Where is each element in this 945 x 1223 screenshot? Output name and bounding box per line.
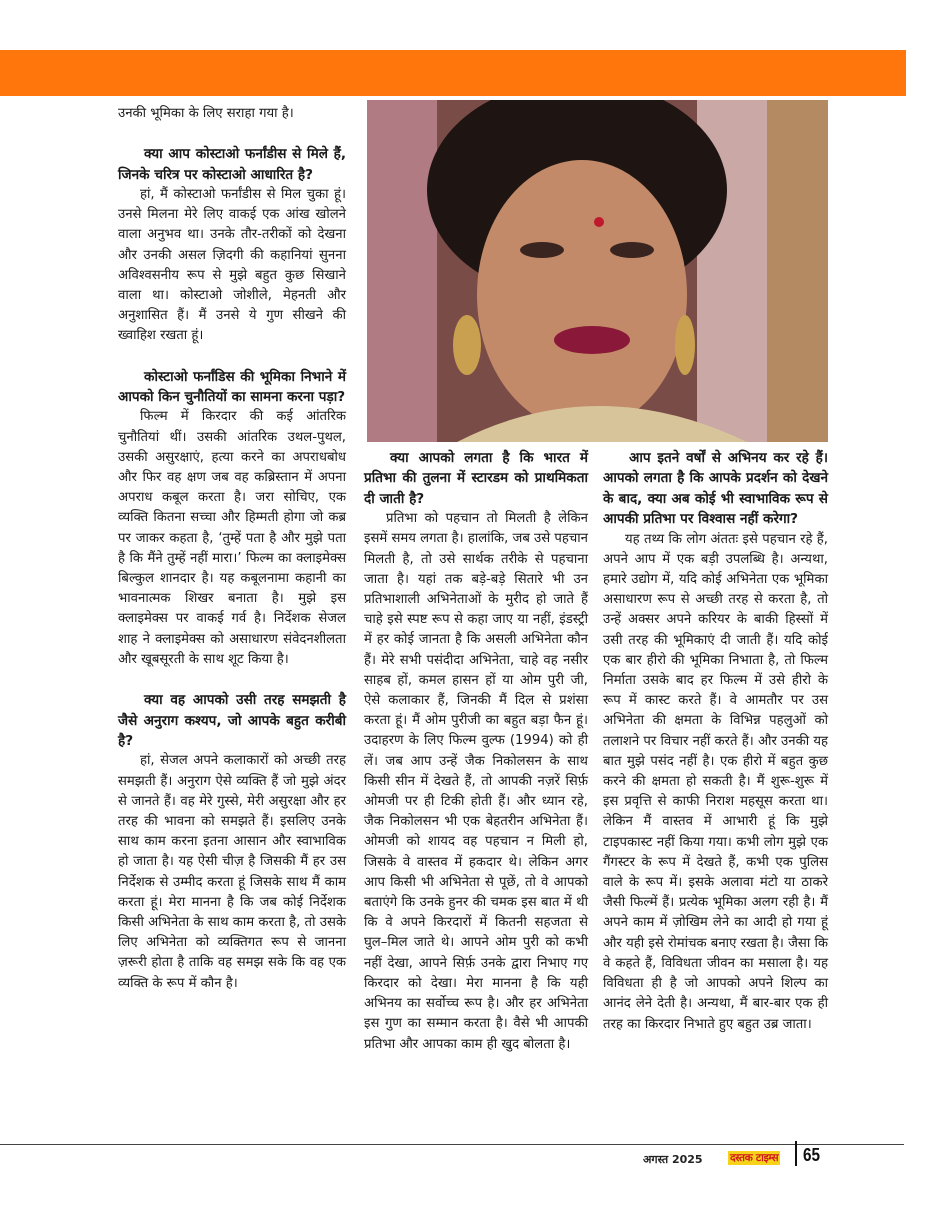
article-column-3 (603, 448, 828, 1035)
answer-paragraph: यह तथ्य कि लोग अंततः इसे पहचान रहे हैं, अपने आप में एक बड़ी उपलब्धि है। अन्यथा, हमारे उद्योग में, यदि कोई अभिनेता एक भूमिका असाधारण रूप से अच्छी तरह से करता है, तो उन्हें अक्सर अपने करियर के बाकी हिस्सों में उसी तरह की भूमिकाएं दी जाती हैं। यदि कोई एक बार हीरो की भूमिका निभाता है, तो फिल्म निर्माता उसके बाद हर फिल्म में उसे हीरो के रूप में कास्ट करते हैं। वे आमतौर पर उस अभिनेता की क्षमता के विभिन्न पहलुओं को तलाशने पर विचार नहीं करते हैं। और उनकी यह बात मुझे पसंद नहीं है। एक हीरो में बहुत कुछ करने की क्षमता हो सकती है। मैं शुरू-शुरू में इस प्रवृत्ति से काफी निराश महसूस करता था। लेकिन मैं वास्तव में आभारी हूं कि मुझे टाइपकास्ट नहीं किया गया। कभी लोग मुझे एक गैंगस्टर के रूप में देखते हैं, कभी एक पुलिस वाले के रूप में। इसके अलावा मंटो या ठाकरे जैसी फिल्में हैं। प्रत्येक भूमिका अलग रही है। मैं अपने काम में ज़ोखिम लेने का आदी हो गया हूं और यही इसे रोमांचक बनाए रखता है। जैसा कि वे कहते हैं, विविधता जीवन का मसाला है। यह विविधता ही है जो आपको अपने शिल्प का आनंद लेने देती है। अन्यथा, मैं बार-बार एक ही तरह का किरदार निभाते हुए बहुत उब्र जाता। (603, 531, 828, 1032)
question-heading: क्या वह आपको उसी तरह समझती है जैसे अनुराग कश्यप, जो आपके बहुत करीबी है? (118, 692, 346, 749)
answer-paragraph: फिल्म में किरदार की कई आंतरिक चुनौतियां थीं। उसकी आंतरिक उथल-पुथल, उसकी असुरक्षाएं, हत्या करने का अपराधबोध और फिर वह क्षण जब वह कब्रिस्तान में अपना अपराध कबूल करता है। जरा सोचिए, एक व्यक्ति कितना सच्चा और हिम्मती होगा जो कब्र पर जाकर कहता है, ‘तुम्हें पता है और मुझे पता है कि मैंने तुम्हें नहीं मारा।’ फिल्म का क्लाइमेक्स बिल्कुल शानदार है। यह कबूलनामा कहानी का भावनात्मक शिखर बनाता है। मुझे इस क्लाइमेक्स पर वाकई गर्व है। निर्देशक सेजल शाह ने क्लाइमेक्स को असाधारण संवेदनशीलता और खूबसूरती के साथ शूट किया है। (118, 409, 346, 667)
article-photo (367, 100, 828, 442)
portrait-photo-icon (367, 100, 828, 442)
question-heading: क्या आप कोस्टाओ फर्नांडीस से मिले हैं, जिनके चरित्र पर कोस्टाओ आधारित है? (118, 146, 346, 183)
intro-continuation: उनकी भूमिका के लिए सराहा गया है। (118, 106, 294, 121)
answer-paragraph: प्रतिभा को पहचान तो मिलती है लेकिन इसमें समय लगता है। हालांकि, जब उसे पहचान मिलती है, तो उसे सार्थक तरीके से पहचाना जाता है। यहां तक बड़े-बड़े सितारे भी उन प्रतिभाशाली अभिनेताओं के मुरीद हो जाते हैं चाहे इसे स्पष्ट रूप से कहा जाए या नहीं, इंडस्ट्री में हर कोई जानता है कि असली अभिनेता कौन हैं। मेरे सभी पसंदीदा अभिनेता, चाहे वह नसीर साहब हों, कमल हासन हों या ओम पुरी जी, ऐसे कलाकार हैं, जिनकी मैं दिल से प्रशंसा करता हूं। मैं ओम पुरीजी का बहुत बड़ा फैन हूं। उदाहरण के लिए फिल्म वुल्फ (1994) को ही लें। जब आप उन्हें जैक निकोलसन के साथ किसी सीन में देखते हैं, तो आपकी नज़रें सिर्फ़ ओमजी पर ही टिकी होती हैं। और ध्यान रहे, जैक निकोलसन भी एक बेहतरीन अभिनेता हैं। ओमजी को शायद वह पहचान न मिली हो, जिसके वे वास्तव में हकदार थे। लेकिन अगर आप किसी भी अभिनेता से पूछें, तो वे आपको बताएंगे कि उनके हुनर की चमक इस बात में थी कि वे अपने किरदारों में कितनी सहजता से घुल–मिल जाते थे। आपने ओम पुरी को कभी नहीं देखा, आपने सिर्फ़ उनके द्वारा निभाए गए किरदार को देखा। मेरा मानना है कि यही अभिनय का सर्वोच्च रूप है। और हर अभिनेता इस गुण का सम्मान करता है। वैसे भी आपकी प्रतिभा और आपका काम ही खुद बोलता है। (364, 511, 588, 1052)
question-heading: क्या आपको लगता है कि भारत में प्रतिभा की तुलना में स्टारडम को प्राथमिकता दी जाती है? (364, 450, 588, 507)
article-column-1 (118, 104, 346, 994)
answer-paragraph: हां, सेजल अपने कलाकारों को अच्छी तरह समझती हैं। अनुराग ऐसे व्यक्ति हैं जो मुझे अंदर से जानते हैं। वह मेरे गुस्से, मेरी असुरक्षा और हर तरह की भावना को समझते हैं। इसलिए उनके साथ काम करना इतना आसान और स्वाभाविक हो जाता है। यह ऐसी चीज़ है जिसकी मैं हर उस निर्देशक से उम्मीद करता हूं जिसके साथ मैं काम करता हूं। मेरा मानना है कि जब कोई निर्देशक किसी अभिनेता के साथ काम करता है, तो उसके लिए अभिनेता को व्यक्तिगत रूप से जानना ज़रूरी होता है ताकि वह समझ सके कि वह एक व्यक्ति के रूप में कौन है। (118, 753, 346, 991)
footer-divider (0, 1144, 904, 1145)
header-color-band (0, 50, 906, 96)
footer-separator (795, 1141, 797, 1166)
question-heading: कोस्टाओ फर्नांडिस की भूमिका निभाने में आपको किन चुनौतियों का सामना करना पड़ा? (118, 368, 346, 406)
page-number: 65 (803, 1145, 821, 1165)
article-column-2 (364, 448, 588, 1055)
publication-logo: दस्तक टाइम्स (730, 1152, 779, 1164)
question-heading: आप इतने वर्षों से अभिनय कर रहे हैं। आपको लगता है कि आपके प्रदर्शन को देखने के बाद, क्या अब कोई भी स्वाभाविक रूप से आपकी प्रतिभा पर विश्वास नहीं करेगा? (603, 450, 828, 528)
issue-date: अगस्त 2025 (643, 1153, 703, 1166)
answer-paragraph: हां, मैं कोस्टाओ फर्नांडीस से मिल चुका हूं। उनसे मिलना मेरे लिए वाकई एक आंख खोलने वाला अनुभव था। उनके तौर-तरीकों को देखना और उनकी असल ज़िदगी की कहानियां सुनना अविश्वसनीय रूप से मुझे बहुत कुछ सिखाने वाला था। कोस्टाओ जोशीले, मेहनती और अनुशासित हैं। मैं उनसे ये गुण सीखने की ख्वाहिश रखता हूं। (118, 187, 346, 344)
